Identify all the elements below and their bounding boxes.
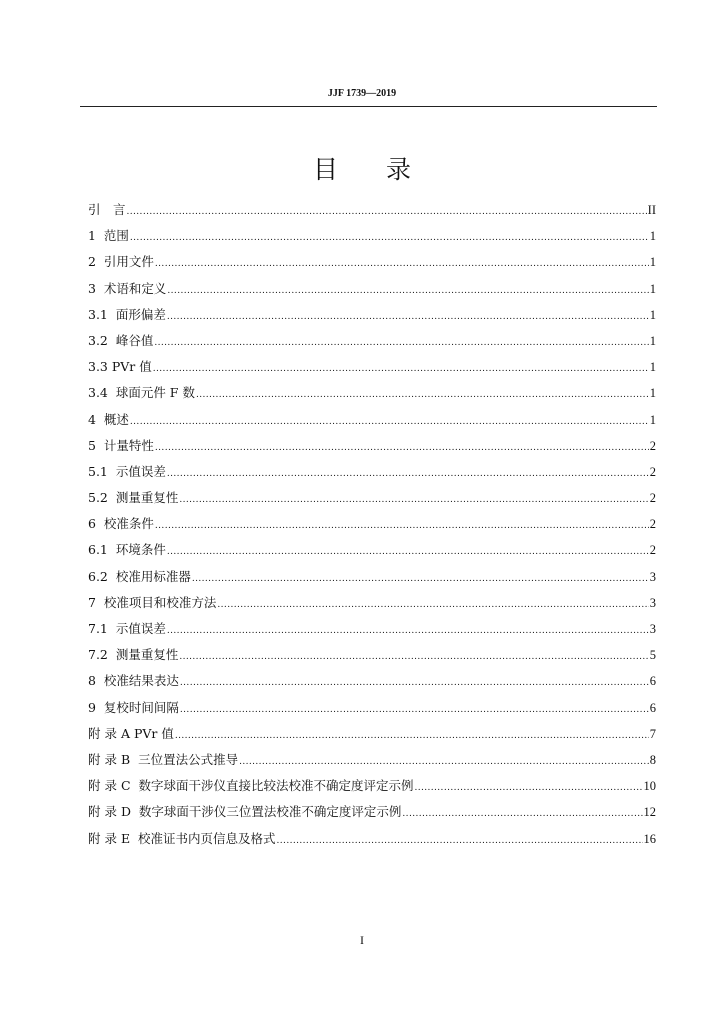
toc-entry-page: 8 xyxy=(649,752,656,767)
toc-entry-page: II xyxy=(647,203,656,217)
dot-leader xyxy=(155,443,649,453)
toc-entry[interactable] xyxy=(88,357,656,383)
toc-entry[interactable] xyxy=(88,514,656,540)
toc-entry-label: 3.2 峰谷值 xyxy=(88,332,154,348)
toc-entry[interactable] xyxy=(88,829,656,855)
toc-entry-page: 10 xyxy=(643,779,656,794)
toc-entry-page: 6 xyxy=(649,674,656,689)
toc-entry-page: 1 xyxy=(649,333,656,348)
toc-entry-label: 3.4 球面元件 F 数 xyxy=(88,385,195,401)
toc-entry-page: 7 xyxy=(649,726,656,741)
toc-entry[interactable] xyxy=(88,488,656,514)
toc-entry[interactable] xyxy=(88,540,656,566)
toc-entry[interactable] xyxy=(88,305,656,331)
toc-entry[interactable] xyxy=(88,226,656,252)
toc-entry-label: 6.2 校准用标准器 xyxy=(88,568,191,584)
toc-entry-label: 9 复校时间间隔 xyxy=(88,699,179,715)
dot-leader xyxy=(414,783,642,793)
toc-entry-label: 附 录 A PVr 值 xyxy=(88,725,174,741)
toc-entry-label: 7.2 测量重复性 xyxy=(88,647,179,663)
dot-leader xyxy=(130,417,649,427)
toc-entry[interactable] xyxy=(88,619,656,645)
page-title: 目录 xyxy=(312,155,459,184)
toc-entry[interactable] xyxy=(88,671,656,697)
dot-leader xyxy=(127,207,647,217)
toc-entry-label: 7 校准项目和校准方法 xyxy=(88,594,217,610)
dot-leader xyxy=(192,574,649,584)
toc-entry-label: 7.1 示值误差 xyxy=(88,621,166,636)
toc-entry[interactable] xyxy=(88,802,656,828)
toc-entry-page: 12 xyxy=(643,805,656,820)
dot-leader xyxy=(277,836,643,846)
toc-entry-page: 2 xyxy=(649,517,656,532)
toc-entry-page: 3 xyxy=(649,622,656,636)
toc-entry-label: 附 录 C 数字球面干涉仪直接比较法校准不确定度评定示例 xyxy=(88,778,414,794)
toc-entry-label: 5 计量特性 xyxy=(88,437,154,453)
toc-entry[interactable] xyxy=(88,436,656,462)
toc-entry-label: 2 引用文件 xyxy=(88,254,154,270)
dot-leader xyxy=(180,705,649,715)
toc-entry-page: 1 xyxy=(649,229,656,244)
dot-leader xyxy=(196,390,649,400)
toc-entry-label: 3.3 PVr 值 xyxy=(88,359,152,375)
toc-entry-label: 8 校准结果表达 xyxy=(88,673,179,689)
toc-entry[interactable] xyxy=(88,462,656,488)
dot-leader xyxy=(167,469,649,479)
toc-entry-page: 1 xyxy=(649,255,656,270)
dot-leader xyxy=(153,364,649,374)
toc-entry[interactable] xyxy=(88,383,656,409)
toc-entry[interactable] xyxy=(88,776,656,802)
toc-entry-page: 1 xyxy=(649,360,656,375)
toc-entry-page: 6 xyxy=(649,700,656,715)
toc-entry-label: 6.1 环境条件 xyxy=(88,542,166,558)
toc-entry-page: 1 xyxy=(649,307,656,322)
toc-entry-label: 附 录 D 数字球面干涉仪三位置法校准不确定度评定示例 xyxy=(88,804,402,820)
toc-entry-label: 附 录 E 校准证书内页信息及格式 xyxy=(88,830,276,846)
toc-entry[interactable] xyxy=(88,593,656,619)
dot-leader xyxy=(179,495,648,505)
toc-entry-label: 5.1 示值误差 xyxy=(88,463,166,479)
toc-entry-page: 3 xyxy=(649,569,656,584)
toc-entry-page: 2 xyxy=(649,438,656,453)
dot-leader xyxy=(155,521,649,531)
toc-entry-page: 1 xyxy=(649,281,656,296)
toc-entry-page: 3 xyxy=(649,595,656,610)
header-rule xyxy=(80,106,657,107)
toc-entry-label: 6 校准条件 xyxy=(88,516,154,532)
toc-entry[interactable] xyxy=(88,698,656,724)
toc-entry-label: 3.1 面形偏差 xyxy=(88,306,166,322)
dot-leader xyxy=(167,312,649,322)
dot-leader xyxy=(130,233,649,243)
toc-entry[interactable] xyxy=(88,750,656,776)
toc-entry[interactable] xyxy=(88,200,656,226)
toc-entry[interactable] xyxy=(88,410,656,436)
dot-leader xyxy=(217,600,648,610)
page-number: I xyxy=(360,933,364,947)
dot-leader xyxy=(167,626,649,636)
toc-entry-page: 16 xyxy=(643,831,656,846)
toc-entry-label: 引 言 xyxy=(88,202,126,217)
document-code-header: JJF 1739—2019 xyxy=(327,88,397,99)
dot-leader xyxy=(154,338,648,348)
toc-entry[interactable] xyxy=(88,645,656,671)
dot-leader xyxy=(180,678,649,688)
toc-entry-label: 5.2 测量重复性 xyxy=(88,490,179,506)
toc-entry-page: 2 xyxy=(649,543,656,558)
toc-entry[interactable] xyxy=(88,724,656,750)
dot-leader xyxy=(155,259,649,269)
toc-entry-label: 附 录 B 三位置法公式推导 xyxy=(88,751,239,767)
toc-entry-label: 3 术语和定义 xyxy=(88,280,167,296)
toc-entry[interactable] xyxy=(88,331,656,357)
toc-entry[interactable] xyxy=(88,252,656,278)
toc-entry-page: 2 xyxy=(649,464,656,479)
toc-entry[interactable] xyxy=(88,567,656,593)
dot-leader xyxy=(179,652,648,662)
toc-entry-label: 1 范围 xyxy=(88,228,129,244)
toc-entry[interactable] xyxy=(88,279,656,305)
toc-entry-page: 2 xyxy=(649,491,656,506)
dot-leader xyxy=(167,547,649,557)
table-of-contents xyxy=(88,200,656,855)
dot-leader xyxy=(175,731,649,741)
toc-entry-page: 5 xyxy=(649,648,656,663)
toc-entry-page: 1 xyxy=(649,412,656,427)
dot-leader xyxy=(239,757,649,767)
dot-leader xyxy=(167,286,648,296)
toc-entry-page: 1 xyxy=(649,386,656,401)
toc-entry-label: 4 概述 xyxy=(88,411,129,427)
dot-leader xyxy=(402,809,642,819)
